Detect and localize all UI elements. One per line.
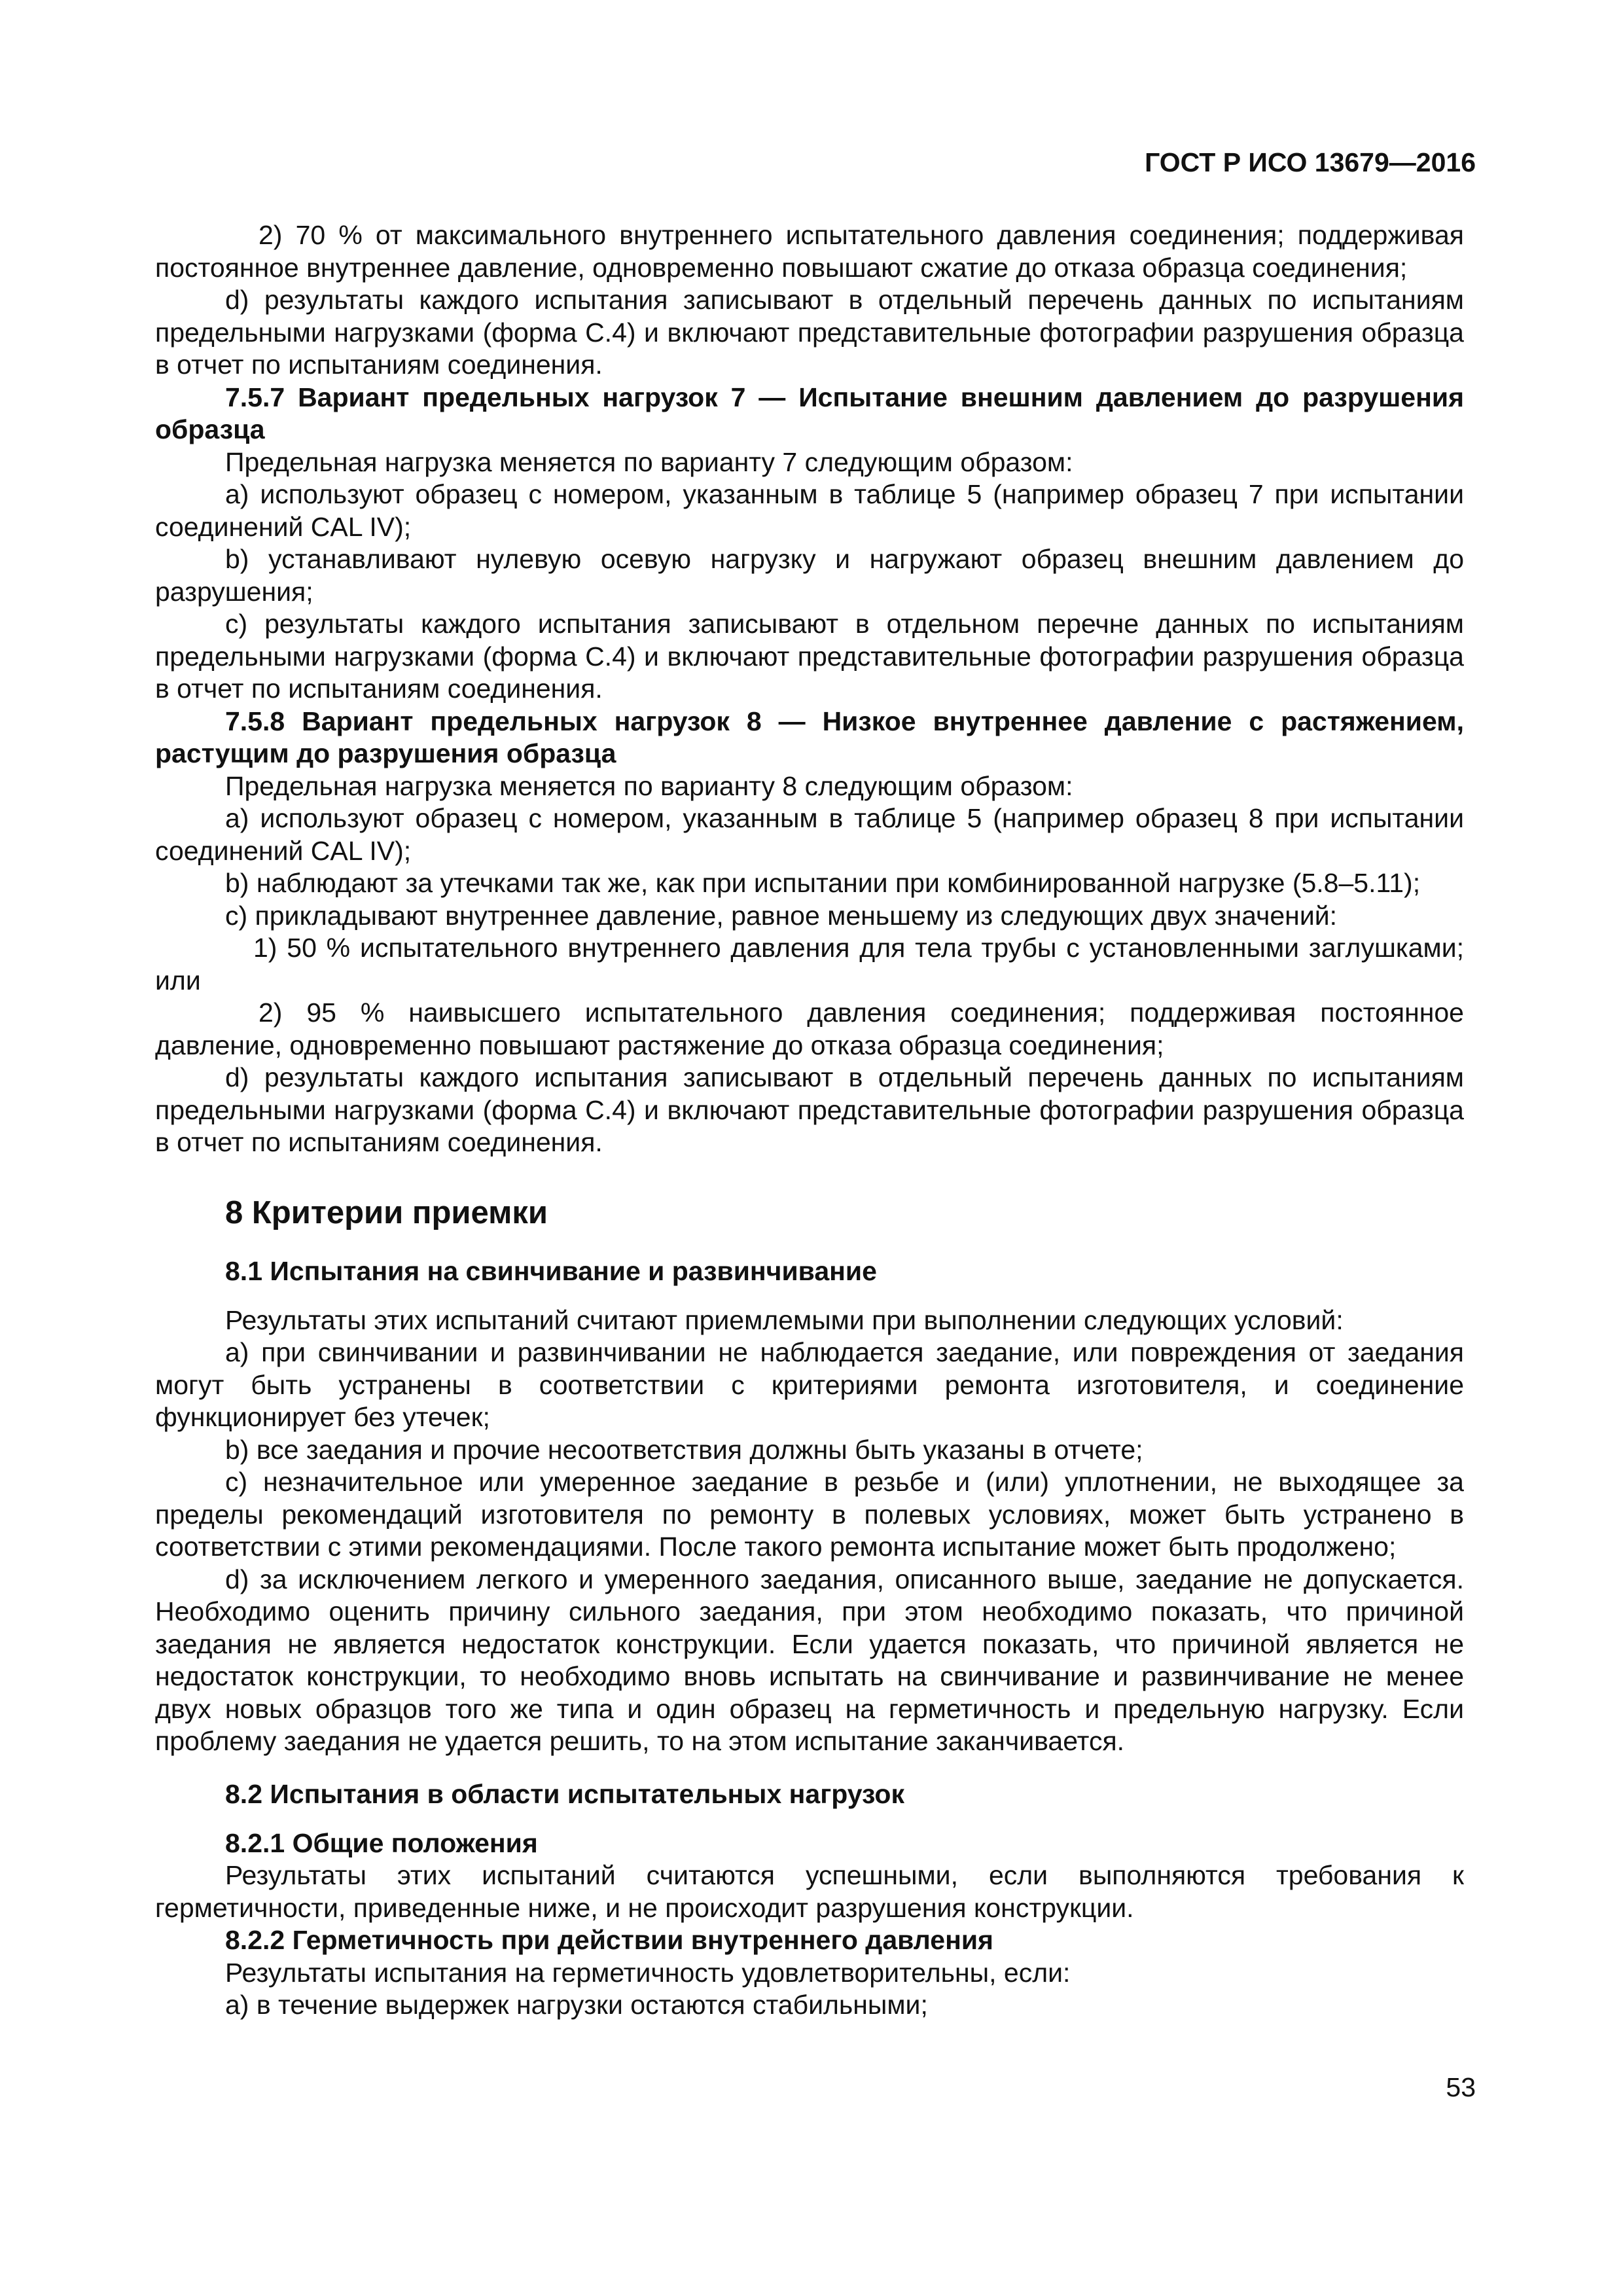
list-item: d) результаты каждого испытания записывают в отдельный перечень данных по испытаниям предельными нагрузками (форма C.4) и включают представительные фотографии разрушения образца в отчет по испытаниям соединения. [155, 1062, 1464, 1157]
paragraph: Результаты этих испытаний считаются успешными, если выполняются требования к герметичности, приведенные ниже, и не происходит разрушения конструкции. [155, 1860, 1464, 1923]
list-item: 2) 95 % наивысшего испытательного давления соединения; поддерживая постоянное давление, одновременно повышают растяжение до отказа образца соединения; [155, 997, 1464, 1060]
list-item: b) устанавливают нулевую осевую нагрузку и нагружают образец внешним давлением до разрушения; [155, 544, 1464, 607]
section-heading-7-5-7: 7.5.7 Вариант предельных нагрузок 7 — Испытание внешним давлением до разрушения образца [155, 382, 1464, 444]
paragraph: Результаты этих испытаний считают приемлемыми при выполнении следующих условий: [225, 1304, 1344, 1335]
list-item: b) все заедания и прочие несоответствия должны быть указаны в отчете; [225, 1434, 1143, 1465]
list-item: c) незначительное или умеренное заедание в резьбе и (или) уплотнении, не выходящее за пределы рекомендаций изготовителя по ремонту в полевых условиях, может быть устранено в соответствии с этими рекомендациями. После такого ремонта испытание может быть продолжено; [155, 1467, 1464, 1562]
page-number: 53 [1446, 2072, 1476, 2102]
paragraph: 2) 70 % от максимального внутреннего испытательного давления соединения; поддерживая постоянное внутреннее давление, одновременно повышают сжатие до отказа образца соединения; [155, 220, 1464, 283]
section-heading-7-5-8: 7.5.8 Вариант предельных нагрузок 8 — Низкое внутреннее давление с растяжением, растущим до разрушения образца [155, 706, 1464, 768]
page-content [155, 219, 1464, 2022]
paragraph: Результаты испытания на герметичность удовлетворительны, если: [225, 1957, 1071, 1988]
paragraph: Предельная нагрузка меняется по варианту 8 следующим образом: [225, 770, 1073, 801]
document-code: ГОСТ Р ИСО 13679—2016 [1145, 147, 1476, 177]
list-item: 1) 50 % испытательного внутреннего давления для тела трубы с установленными заглушками; или [155, 933, 1464, 996]
section-heading-8: 8 Критерии приемки [225, 1194, 548, 1230]
section-heading-8-2-1: 8.2.1 Общие положения [225, 1827, 538, 1858]
paragraph: d) результаты каждого испытания записывают в отдельный перечень данных по испытаниям предельными нагрузками (форма C.4) и включают представительные фотографии разрушения образца в отчет по испытаниям соединения. [155, 285, 1464, 380]
list-item: a) при свинчивании и развинчивании не наблюдается заедание, или повреждения от заедания могут быть устранены в соответствии с критериями ремонта изготовителя, и соединение функционирует без утечек; [155, 1337, 1464, 1432]
list-item: c) результаты каждого испытания записывают в отдельном перечне данных по испытаниям предельными нагрузками (форма C.4) и включают представительные фотографии разрушения образца в отчет по испытаниям соединения. [155, 609, 1464, 704]
list-item: b) наблюдают за утечками так же, как при испытании при комбинированной нагрузке (5.8–5.11); [225, 868, 1421, 898]
list-item: d) за исключением легкого и умеренного заедания, описанного выше, заедание не допускается. Необходимо оценить причину сильного заедания, при этом необходимо показать, что причиной заедания не является недостаток конструкции. Если удается показать, что причиной является не недостаток конструкции, то необходимо вновь испытать на свинчивание и развинчивание не менее двух новых образцов того же типа и один образец на герметичность и предельную нагрузку. Если проблему заедания не удается решить, то на этом испытание заканчивается. [155, 1564, 1464, 1756]
section-heading-8-1: 8.1 Испытания на свинчивание и развинчивание [225, 1255, 877, 1286]
section-heading-8-2-2: 8.2.2 Герметичность при действии внутреннего давления [225, 1925, 993, 1955]
list-item: a) в течение выдержек нагрузки остаются стабильными; [225, 1990, 928, 2020]
paragraph: Предельная нагрузка меняется по варианту 7 следующим образом: [225, 446, 1073, 477]
list-item: c) прикладывают внутреннее давление, равное меньшему из следующих двух значений: [225, 900, 1338, 931]
list-item: a) используют образец с номером, указанным в таблице 5 (например образец 7 при испытании соединений CAL IV); [155, 479, 1464, 542]
section-heading-8-2: 8.2 Испытания в области испытательных нагрузок [225, 1778, 904, 1809]
list-item: a) используют образец с номером, указанным в таблице 5 (например образец 8 при испытании соединений CAL IV); [155, 803, 1464, 866]
